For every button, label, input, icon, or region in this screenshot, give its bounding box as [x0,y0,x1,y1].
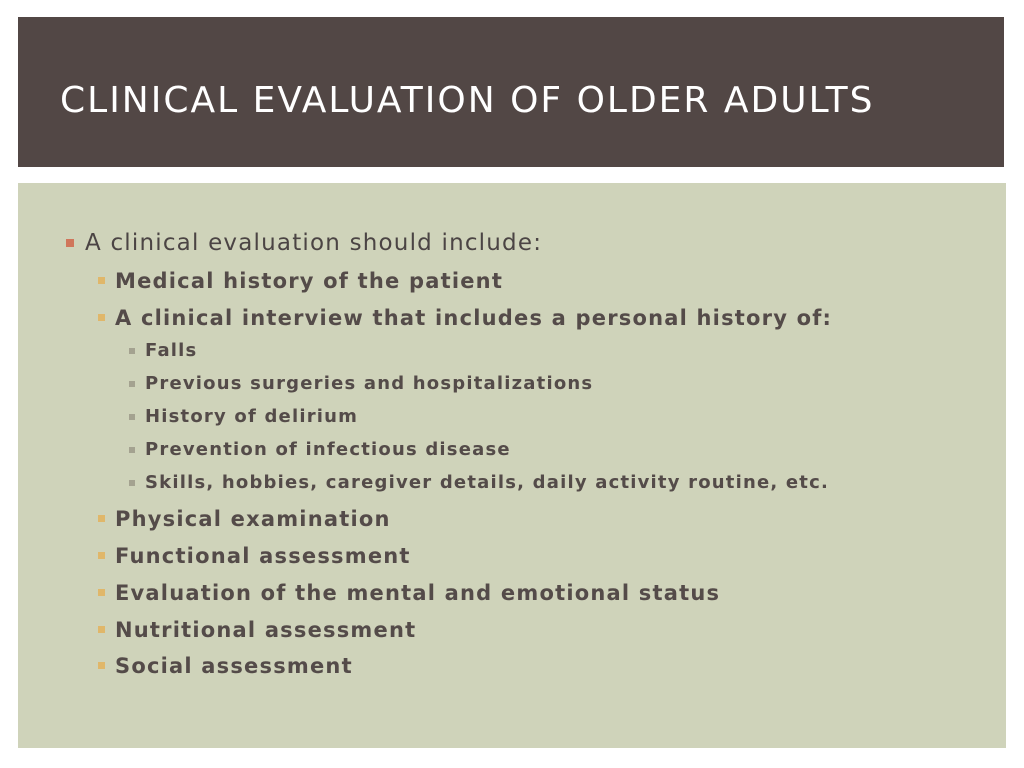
bullet-text: Falls [145,340,198,361]
square-bullet-icon [98,314,105,321]
square-bullet-icon [129,381,135,387]
square-bullet-icon [98,662,105,669]
square-bullet-icon [129,348,135,354]
bullet-text: History of delirium [145,406,359,427]
bullet-text: Evaluation of the mental and emotional status [115,581,721,605]
bullet-text: Skills, hobbies, caregiver details, daily activity routine, etc. [145,472,830,493]
square-bullet-icon [98,626,105,633]
square-bullet-icon [98,552,105,559]
square-bullet-icon [129,480,135,486]
bullet-text: A clinical interview that includes a personal history of: [115,306,833,330]
bullet-text: Medical history of the patient [115,269,504,293]
bullet-text: Prevention of infectious disease [145,439,511,460]
square-bullet-icon [98,277,105,284]
bullet-text: A clinical evaluation should include: [85,230,543,256]
square-bullet-icon [98,515,105,522]
title-bar [18,17,1004,167]
square-bullet-icon [66,239,74,247]
bullet-text: Nutritional assessment [115,618,417,642]
bullet-text: Functional assessment [115,544,411,568]
slide-title: CLINICAL EVALUATION OF OLDER ADULTS [60,80,875,121]
square-bullet-icon [129,447,135,453]
square-bullet-icon [98,589,105,596]
bullet-text: Physical examination [115,507,391,531]
bullet-text: Social assessment [115,654,353,678]
bullet-text: Previous surgeries and hospitalizations [145,373,594,394]
square-bullet-icon [129,414,135,420]
